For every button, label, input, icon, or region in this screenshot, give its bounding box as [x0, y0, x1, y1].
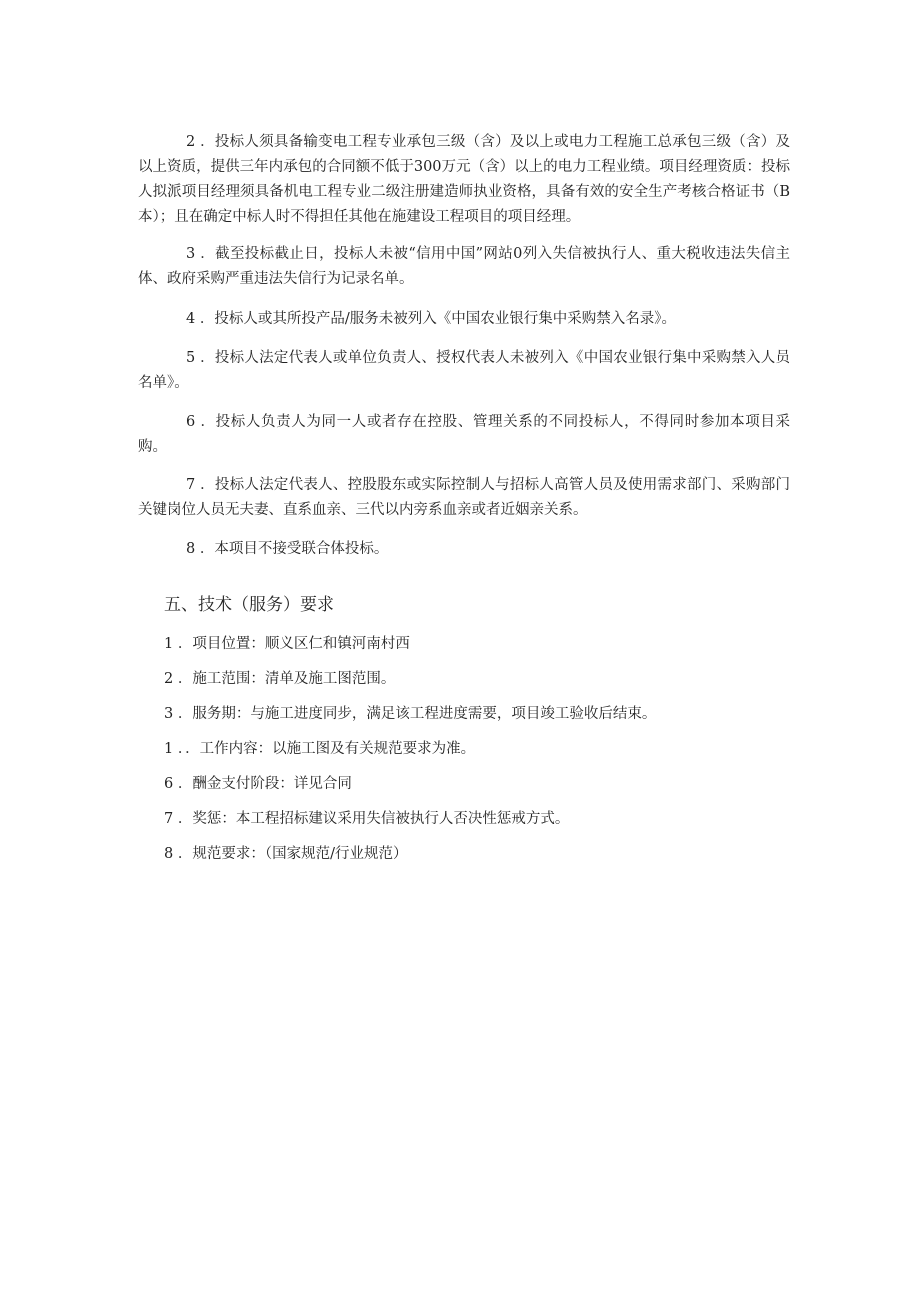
- tech-item-service-period: 3 ．服务期：与施工进度同步，满足该工程进度需要，项目竣工验收后结束。: [164, 706, 657, 722]
- requirement-2: 2 ．投标人须具备输变电工程专业承包三级（含）及以上或电力工程施工总承包三级（含）及以上资质，提供三年内承包的合同额不低于300万元（含）以上的电力工程业绩。项目经理资质：投标人拟派项目经理须具备机电工程专业二级注册建造师执业资格，具备有效的安全生产考核合格证书（B本）；且在确定中标人时不得担任其他在施建设工程项目的项目经理。: [138, 134, 790, 225]
- requirement-8: 8 ．本项目不接受联合体投标。: [186, 541, 389, 557]
- requirement-3: 3 ．截至投标截止日，投标人未被“信用中国”网站0列入失信被执行人、重大税收违法失信主体、政府采购严重违法失信行为记录名单。: [138, 246, 790, 287]
- tech-item-scope: 2 ．施工范围：清单及施工图范围。: [164, 671, 396, 687]
- requirement-4: 4 ．投标人或其所投产品/服务未被列入《中国农业银行集中采购禁入名录》。: [186, 311, 676, 327]
- tech-item-standards: 8 ．规范要求：（国家规范/行业规范）: [164, 846, 408, 862]
- requirement-6: 6 ．投标人负责人为同一人或者存在控股、管理关系的不同投标人，不得同时参加本项目采购。: [138, 414, 790, 455]
- tech-item-work-content: 1 ．．工作内容：以施工图及有关规范要求为准。: [164, 741, 476, 757]
- requirement-7: 7 ．投标人法定代表人、控股股东或实际控制人与招标人高管人员及使用需求部门、采购部门关键岗位人员无夫妻、直系血亲、三代以内旁系血亲或者近姻亲关系。: [138, 477, 790, 518]
- requirement-5: 5 ．投标人法定代表人或单位负责人、授权代表人未被列入《中国农业银行集中采购禁入人员名单》。: [138, 350, 790, 391]
- tech-item-penalty: 7 ．奖惩：本工程招标建议采用失信被执行人否决性惩戒方式。: [164, 811, 570, 827]
- tech-item-payment: 6 ．酬金支付阶段：详见合同: [164, 776, 352, 792]
- tech-item-location: 1 ．项目位置：顺义区仁和镇河南村西: [164, 636, 410, 652]
- section-title: 五、技术（服务）要求: [164, 595, 334, 615]
